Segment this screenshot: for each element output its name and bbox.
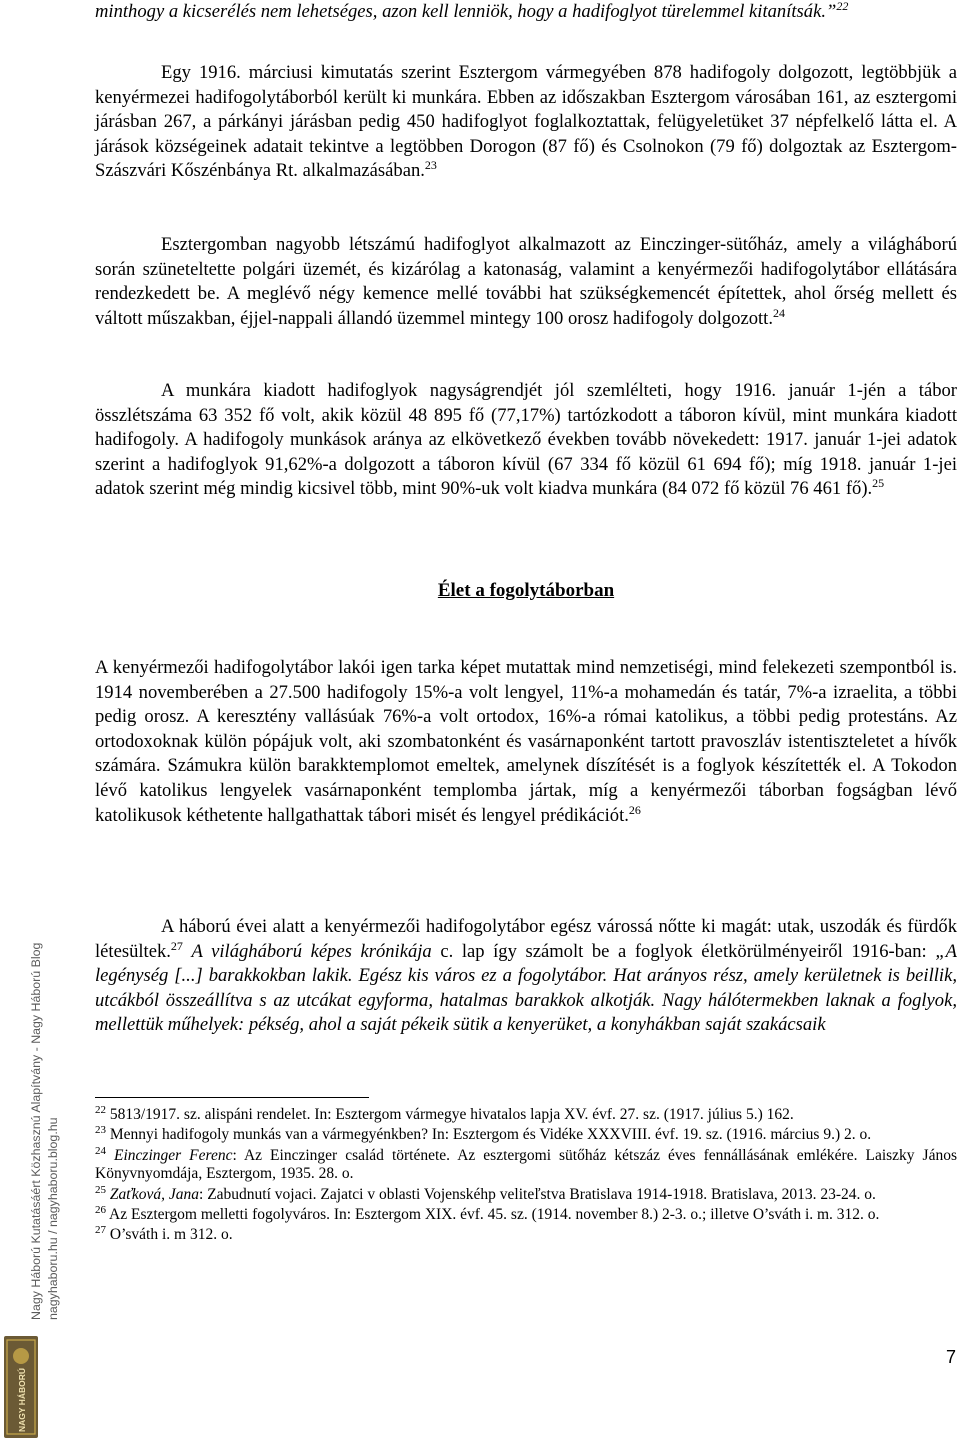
footnote-text: O’sváth i. m 312. o. — [109, 1226, 233, 1244]
footnote-text: Az Esztergom melletti fogolyváros. In: Esztergom XIX. évf. 45. sz. (1914. november 8.) 2-3. o.; illetve O’sváth i. m. 312. o. — [109, 1205, 880, 1223]
paragraph-text: Egy 1916. márciusi kimutatás szerint Esztergom vármegyében 878 hadifogoly dolgozott, legtöbbjük a kenyérmezei hadifogolytáborból került ki munkára. Ebben az időszakban Esztergom városában 161, az esztergomi járásban 267, a párkányi járásban pedig 450 hadifoglyot foglalkoztattak, felügyeletüket 37 népfelkelő látta el. A járások községeinek adatait tekintve a legtöbben Dorogon (87 fő) és Csolnokon (79 fő) dolgoztak az Esztergom-Szászvári Kőszénbánya Rt. alkalmazásában. — [95, 62, 957, 182]
footnote-ref[interactable]: 22 — [836, 0, 849, 13]
side-watermark-link[interactable]: nagyhaboru.hu / nagyhaboru.blog.hu — [46, 1117, 60, 1320]
paragraph-quote-end — [95, 0, 957, 25]
side-watermark-line: Nagy Háború Kutatásáért Közhasznú Alapítvány - Nagy Háború Blog — [29, 942, 43, 1320]
footnote-number: 25 — [95, 1183, 106, 1196]
section-heading-wrap — [95, 579, 957, 603]
logo-emblem — [13, 1348, 29, 1364]
footnote-text: Mennyi hadifogoly munkás van a vármegyénkben? In: Esztergom és Vidéke XXXVIII. évf. 19. sz. (1916. március 9.) 2. o. — [109, 1126, 872, 1144]
footnote-number: 26 — [95, 1203, 106, 1216]
paragraph-text: A kenyérmezői hadifogolytábor lakói igen tarka képet mutattak mind nemzetiségi, mind felekezeti szempontból is. 1914 novemberében a 27.500 hadifogoly 15%-a volt lengyel, 11%-a mohamedán és tatár, 7%-a izraelita, a többi pedig orosz. A keresztény vallásúak 76%-a volt ortodox, 16%-a római katolikus, a többi pedig protestáns. Az ortodoxoknak külön pópájuk volt, aki szombatonként és vasárnaponként tartott pravoszláv istentiszteletet a hívők számára. Számukra külön barakktemplomot emeltek, amelynek díszítését is a foglyok készítették el. A Tokodon lévő katolikus lengyelek vasárnaponként templomba jártak, míg a kenyérmezői táborban fogságban lévő katolikusok kéthetente hallgathattak tábori misét és lengyel prédikációt. — [95, 657, 957, 826]
footnotes — [95, 1103, 957, 1247]
paragraph-text: Esztergomban nagyobb létszámú hadifoglyot alkalmazott az Einczinger-sütőház, amely a világháború során szüneteltette polgári üzemét, és kizárólag a katonaság, valamint a kenyérmezői hadifogolytábor ellátására rendezkedett be. A meglévő négy kemence mellé további hat szükségkemencét építettek, ahol őrség mellett és váltott műszakban, éjjel-nappali állandó üzemmel mintegy 100 orosz hadifogoly dolgozott. — [95, 234, 957, 329]
footnote-number: 24 — [95, 1144, 106, 1157]
footnote-author: Einczinger Ferenc — [114, 1146, 233, 1164]
paragraph-3 — [95, 379, 957, 502]
footnote — [95, 1144, 957, 1185]
quotation: „A legénység [...] barakkokban lakik. Egész kis város ez a fogolytábor. Hat arányos rész, amely kerületnek is beillik, utcákból összeállítva s az utcákat egyforma, hatalmas barakkok alkotják. Nagy hálótermekben laknak a foglyok, mellettük műhelyek: pékség, ahol a saját pékeik sütik a kenyerüket, a konyhákban saját szakácsaik — [95, 940, 958, 1036]
nagy-haboru-logo — [2, 1334, 40, 1440]
footnote-ref[interactable]: 23 — [424, 158, 437, 173]
footnote-ref[interactable]: 26 — [628, 802, 641, 817]
footnote-ref[interactable]: 27 — [170, 938, 183, 953]
footnote — [95, 1203, 957, 1225]
publication-title: A világháború képes krónikája — [191, 940, 432, 962]
footnote-number: 27 — [95, 1224, 106, 1237]
footnote — [95, 1183, 957, 1205]
paragraph-5 — [95, 915, 957, 1038]
footnote — [95, 1103, 957, 1125]
paragraph-2 — [95, 233, 957, 331]
footnote-number: 23 — [95, 1124, 106, 1137]
footnote-divider — [95, 1097, 369, 1098]
paragraph-text: A háború évei alatt a kenyérmezői hadifogolytábor egész várossá nőtte ki magát: utak, uszodák és fürdők létesültek. — [95, 916, 957, 962]
paragraph-text: c. lap így számolt be a foglyok életkörülményeiről 1916-ban: — [440, 940, 927, 962]
side-watermark — [28, 943, 62, 1320]
footnote-text: 5813/1917. sz. alispáni rendelet. In: Esztergom vármegye hivatalos lapja XV. évf. 27. sz. (1917. július 5.) 162. — [109, 1106, 794, 1123]
footnote-ref[interactable]: 24 — [772, 305, 785, 320]
paragraph-text: minthogy a kicserélés nem lehetséges, azon kell lenniök, hogy a hadifoglyot türelemmel kitanítsák.” — [95, 1, 837, 22]
footnote-text: : Az Einczinger család története. Az esztergomi sütőház kétszáz éves fennállásának emlékére. Laiszky János Könyvnyomdája, Esztergom, 1935. 28. o. — [95, 1146, 957, 1183]
footnote — [95, 1126, 957, 1145]
paragraph-text: A munkára kiadott hadifoglyok nagyságrendjét jól szemlélteti, hogy 1916. január 1-jén a tábor összlétszáma 63 352 fő volt, akik közül 48 895 fő (77,17%) tartózkodott a táboron kívül, mint munkára kiadott hadifogoly. A hadifogoly munkások aránya az elkövetkező években tovább növekedett: 1917. január 1-jei adatok szerint a hadifoglyok 91,62%-a dolgozott a táboron kívül (67 334 fő közül 61 694 fő); míg 1918. január 1-jei adatok szerint még mindig kicsivel több, mint 90%-uk volt kiadva munkára (84 072 fő közül 76 461 fő). — [95, 380, 957, 500]
footnote-ref[interactable]: 25 — [872, 476, 885, 491]
footnote-text: : Zabudnutí vojaci. Zajatci v oblasti Vojenskéhp veliteľstva Bratislava 1914-1918. Bratislava, 2013. 23-24. o. — [199, 1185, 876, 1203]
paragraph-1 — [95, 61, 957, 184]
footnote — [95, 1226, 957, 1245]
logo-text: NAGY HÁBORÚ — [17, 1367, 27, 1432]
footnote-number: 22 — [95, 1103, 106, 1116]
section-heading: Élet a fogolytáborban — [437, 580, 615, 601]
footnote-author: Zaťková, Jana — [109, 1185, 200, 1203]
paragraph-4 — [95, 656, 957, 828]
page-number: 7 — [946, 1347, 957, 1367]
